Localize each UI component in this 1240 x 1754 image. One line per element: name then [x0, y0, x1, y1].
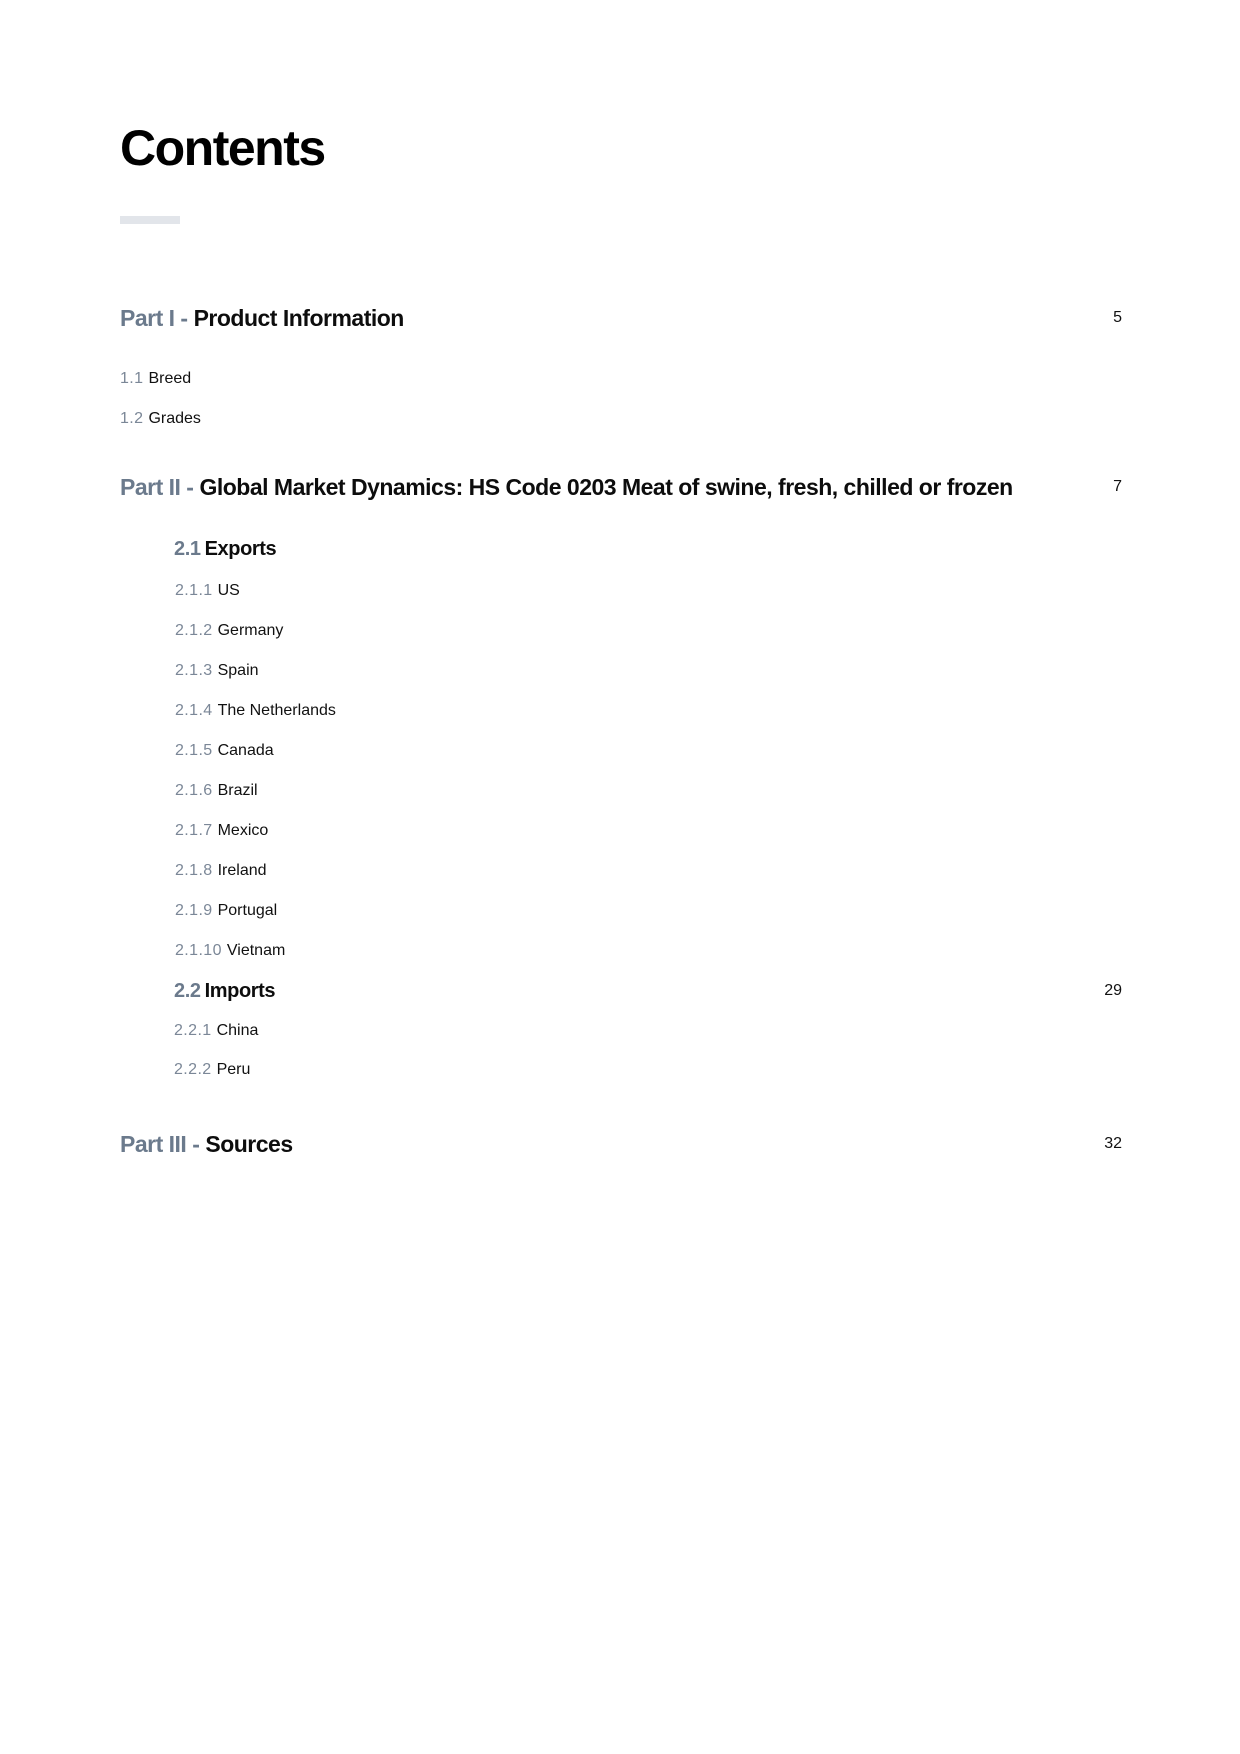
item-number: 2.1.10 — [175, 942, 222, 959]
part-prefix: Part III - — [120, 1131, 200, 1157]
item-label: Vietnam — [226, 942, 286, 959]
item-label: Canada — [217, 742, 274, 759]
item-number: 2.1.4 — [175, 702, 213, 719]
item-number: 2.1.8 — [175, 862, 213, 879]
toc-item-2-2-2[interactable] — [174, 1059, 1122, 1081]
item-label: Spain — [217, 662, 259, 679]
page-number: 7 — [1113, 478, 1122, 495]
toc-item-2-1-7[interactable] — [175, 820, 1122, 842]
item-number: 1.2 — [120, 410, 144, 427]
item-number: 2.1.5 — [175, 742, 213, 759]
page-number: 5 — [1113, 309, 1122, 326]
item-label: US — [217, 582, 240, 599]
part-title: Product Information — [193, 305, 404, 331]
contents-page — [120, 0, 1122, 1754]
part-heading — [120, 302, 404, 334]
item-label: Ireland — [217, 862, 267, 879]
item-number: 2.2.1 — [174, 1022, 212, 1039]
item-number: 1.1 — [120, 370, 144, 387]
page-title: Contents — [120, 120, 325, 176]
item-label: The Netherlands — [217, 702, 336, 719]
toc-part-2[interactable] — [120, 471, 1122, 503]
part-heading — [120, 471, 1013, 503]
item-label: Mexico — [217, 822, 269, 839]
toc-item-2-1-4[interactable] — [175, 700, 1122, 722]
item-number: 2.1.6 — [175, 782, 213, 799]
toc-item-2-1-1[interactable] — [175, 580, 1122, 602]
part-prefix: Part II - — [120, 474, 194, 500]
item-label: Breed — [148, 370, 192, 387]
item-number: 2.1.1 — [175, 582, 213, 599]
page-number: 32 — [1104, 1135, 1122, 1152]
section-number: 2.2 — [174, 980, 201, 1002]
item-label: Grades — [148, 410, 201, 427]
item-label: Portugal — [217, 902, 278, 919]
toc-part-1[interactable] — [120, 302, 1122, 334]
section-label: Imports — [204, 980, 276, 1002]
toc-section-2-1[interactable] — [174, 535, 1122, 563]
toc-item-2-1-2[interactable] — [175, 620, 1122, 642]
part-prefix: Part I - — [120, 305, 188, 331]
part-title: Global Market Dynamics: HS Code 0203 Meat of swine, fresh, chilled or frozen — [199, 474, 1013, 500]
toc-item-2-1-10[interactable] — [175, 940, 1122, 962]
section-number: 2.1 — [174, 538, 201, 560]
item-number: 2.2.2 — [174, 1061, 212, 1078]
item-number: 2.1.9 — [175, 902, 213, 919]
toc-item-2-1-8[interactable] — [175, 860, 1122, 882]
toc-section-2-2[interactable] — [174, 977, 1122, 1005]
toc-item-2-1-5[interactable] — [175, 740, 1122, 762]
item-number: 2.1.3 — [175, 662, 213, 679]
title-divider — [120, 216, 180, 224]
part-heading — [120, 1128, 293, 1160]
item-number: 2.1.2 — [175, 622, 213, 639]
item-label: China — [216, 1022, 259, 1039]
item-label: Peru — [216, 1061, 251, 1078]
toc-item-2-1-3[interactable] — [175, 660, 1122, 682]
toc-part-3[interactable] — [120, 1128, 1122, 1160]
part-title: Sources — [205, 1131, 293, 1157]
item-number: 2.1.7 — [175, 822, 213, 839]
page-number: 29 — [1104, 982, 1122, 999]
toc-item-2-1-6[interactable] — [175, 780, 1122, 802]
section-label: Exports — [204, 538, 277, 560]
toc-item-2-2-1[interactable] — [174, 1020, 1122, 1042]
toc-item-1-1[interactable] — [120, 368, 1122, 390]
toc-item-1-2[interactable] — [120, 408, 1122, 430]
toc-item-2-1-9[interactable] — [175, 900, 1122, 922]
item-label: Brazil — [217, 782, 258, 799]
item-label: Germany — [217, 622, 284, 639]
